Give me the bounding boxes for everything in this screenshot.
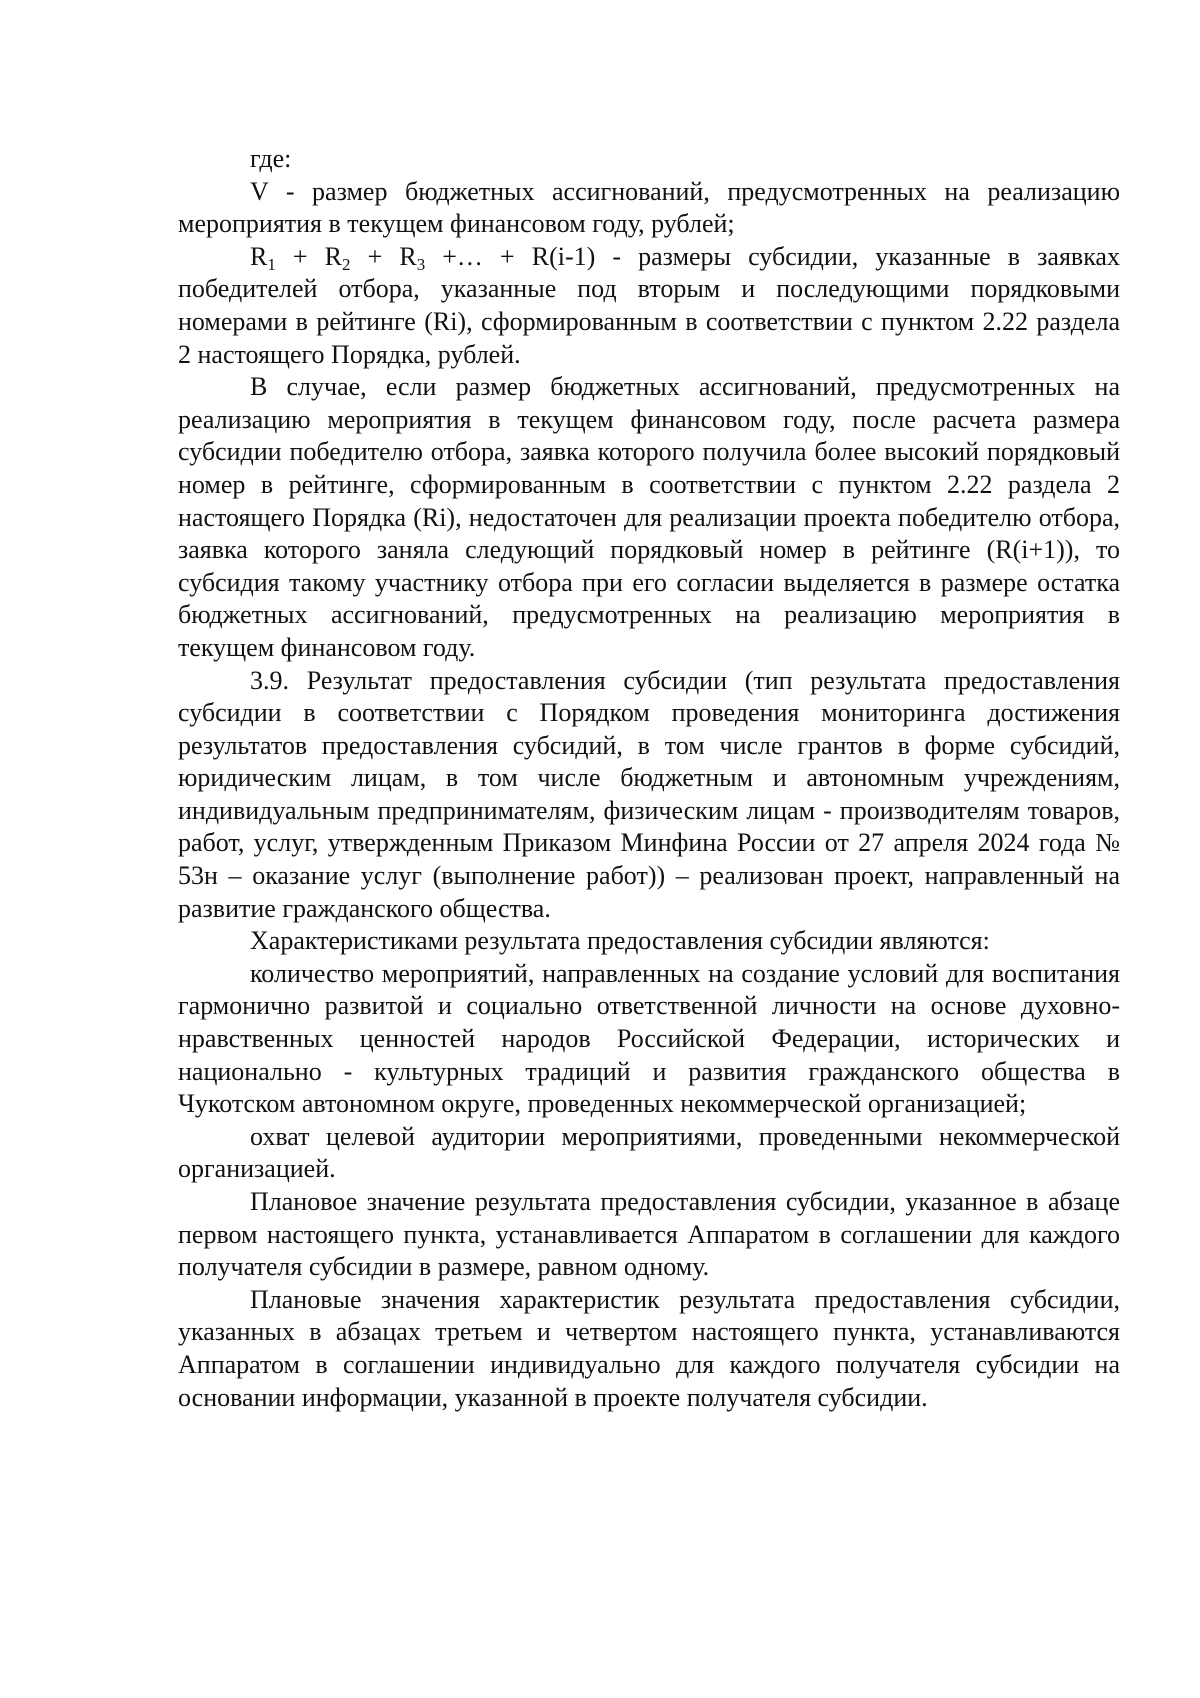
r1-subscript: 1 <box>267 254 276 274</box>
plus-sign: + <box>275 241 325 271</box>
r3-subscript: 3 <box>416 254 426 274</box>
r3-symbol: R <box>399 241 417 271</box>
paragraph-r-definition <box>178 241 1120 371</box>
document-page <box>178 143 1120 1414</box>
paragraph-characteristics-intro: Характеристиками результата предоставления субсидии являются: <box>250 926 990 956</box>
paragraph-characteristic-audience: охват целевой аудитории мероприятиями, проведенными некоммерческой организацией. <box>178 1121 1120 1184</box>
paragraph-planned-value: Плановое значение результата предоставления субсидии, указанное в абзаце первом настоящего пункта, устанавливается Аппаратом в соглашении для каждого получателя субсидии в размере, равном одному. <box>178 1187 1120 1282</box>
r-definition-text: +… + R(i-1) - размеры субсидии, указанные в заявках победителей отбора, указанные под вторым и последующими порядковыми номерами в рейтинге (Ri), сформированным в соответствии с пунктом 2.22 раздела 2 настоящего Порядка, рублей. <box>178 241 1120 369</box>
paragraph-item-3-9: 3.9. Результат предоставления субсидии (тип результата предоставления субсидии в соответствии с Порядком проведения мониторинга достижения результатов предоставления субсидий, в том числе грантов в форме субсидий, юридическим лицам, в том числе бюджетным и автономным учреждениям, индивидуальным предпринимателям, физическим лицам - производителям товаров, работ, услуг, утвержденным Приказом Минфина России от 27 апреля 2024 года № 53н – оказание услуг (выполнение работ)) – реализован проект, направленный на развитие гражданского общества. <box>178 665 1120 923</box>
plus-sign: + <box>350 241 400 271</box>
paragraph-insufficient-budget: В случае, если размер бюджетных ассигнований, предусмотренных на реализацию мероприятия в текущем финансовом году, после расчета размера субсидии победителю отбора, заявка которого получила более высокий порядковый номер в рейтинге, сформированным в соответствии с пунктом 2.22 раздела 2 настоящего Порядка (Ri), недостаточен для реализации проекта победителю отбора, заявка которого заняла следующий порядковый номер в рейтинге (R(i+1)), то субсидия такому участнику отбора при его согласии выделяется в размере остатка бюджетных ассигнований, предусмотренных на реализацию мероприятия в текущем финансовом году. <box>178 372 1120 662</box>
paragraph-v-definition: V - размер бюджетных ассигнований, предусмотренных на реализацию мероприятия в текущем финансовом году, рублей; <box>178 176 1120 239</box>
paragraph-planned-characteristics: Плановые значения характеристик результата предоставления субсидии, указанных в абзацах третьем и четвертом настоящего пункта, устанавливаются Аппаратом в соглашении индивидуально для каждого получателя субсидии на основании информации, указанной в проекте получателя субсидии. <box>178 1284 1120 1412</box>
r2-symbol: R <box>324 241 343 271</box>
r2-subscript: 2 <box>342 254 351 274</box>
r1-symbol: R <box>250 241 268 271</box>
where-label: где: <box>250 144 292 173</box>
paragraph-characteristic-events: количество мероприятий, направленных на создание условий для воспитания гармонично развитой и социально ответственной личности на основе духовно-нравственных ценностей народов Российской Федерации, исторических и национально - культурных традиций и развития гражданского общества в Чукотском автономном округе, проведенных некоммерческой организацией; <box>178 958 1120 1119</box>
